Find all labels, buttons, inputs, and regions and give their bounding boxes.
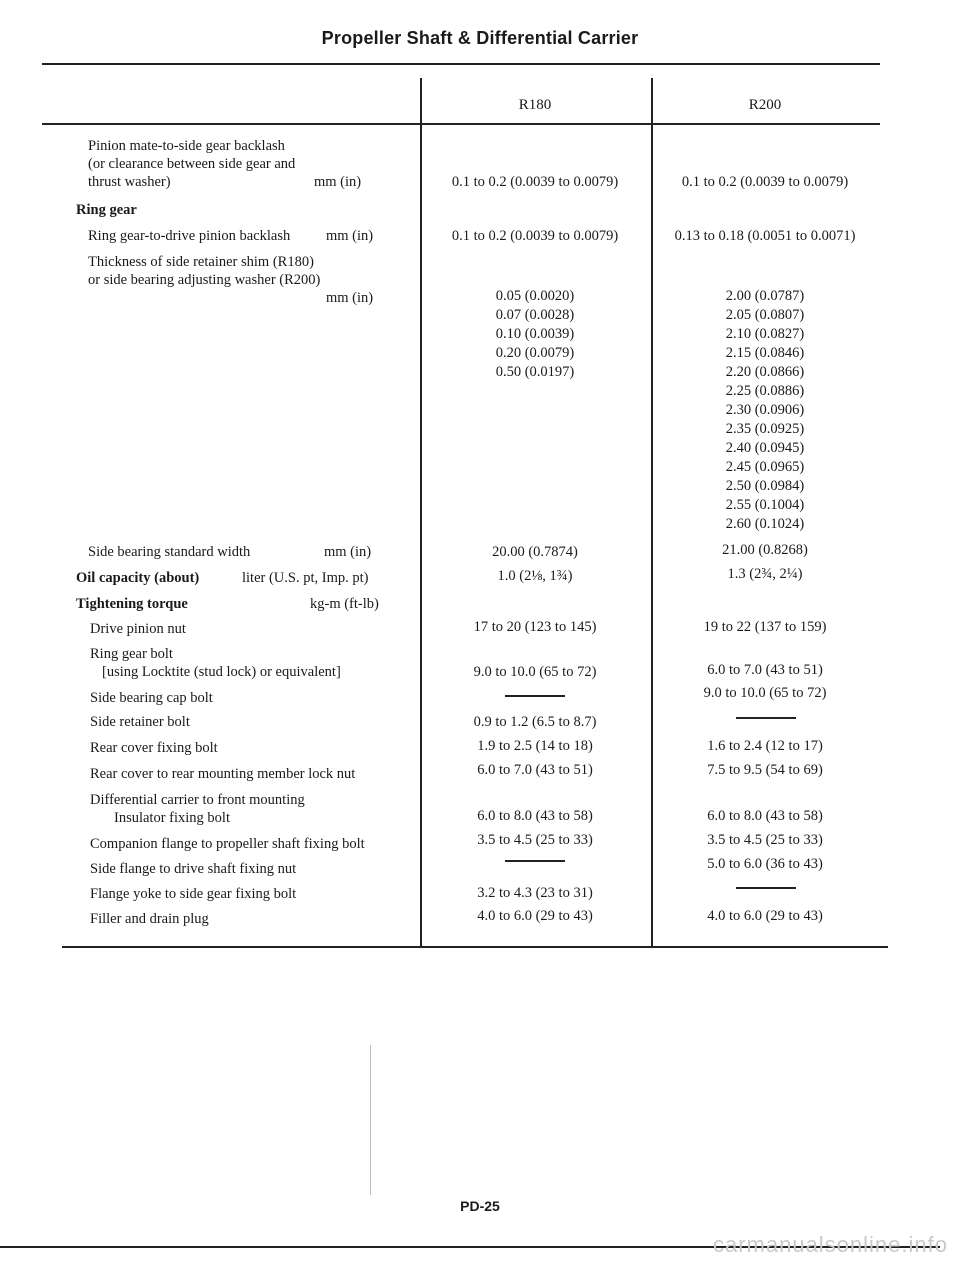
cover-nut-label: Rear cover to rear mounting member lock nut [90,766,356,782]
r200-cover-nut: 7.5 to 9.5 (54 to 69) [707,762,823,778]
r180-filler: 4.0 to 6.0 (29 to 43) [477,908,593,924]
header-r200: R200 [748,97,782,113]
r180-cover-nut: 6.0 to 7.0 (43 to 51) [477,762,593,778]
r200-shim-11: 2.50 (0.0984) [725,478,805,494]
r180-flange-yoke: 3.2 to 4.3 (23 to 31) [477,885,593,901]
r200-shim-9: 2.40 (0.0945) [725,440,805,456]
r200-flange-yoke-dash [736,887,796,889]
r180-ring-backlash: 0.1 to 0.2 (0.0039 to 0.0079) [451,228,619,244]
ring-gear-heading: Ring gear [76,202,137,218]
r200-carrier: 6.0 to 8.0 (43 to 58) [707,808,823,824]
r200-shim-5: 2.20 (0.0866) [725,364,805,380]
r180-shim-5: 0.50 (0.0197) [495,364,575,380]
companion-label: Companion flange to propeller shaft fixing bolt [90,836,365,852]
flange-yoke-label: Flange yoke to side gear fixing bolt [90,886,297,902]
oil-capacity-label: Oil capacity (about) [76,570,200,586]
rule-bottom [62,946,888,948]
r200-shim-1: 2.00 (0.0787) [725,288,805,304]
shim-label-1: Thickness of side retainer shim (R180) [88,254,314,270]
carrier-label-2: Insulator fixing bolt [114,810,230,826]
r200-shim-6: 2.25 (0.0886) [725,383,805,399]
r200-shim-8: 2.35 (0.0925) [725,421,805,437]
r180-carrier: 6.0 to 8.0 (43 to 58) [477,808,593,824]
gutter-mark [370,1045,371,1195]
backlash-label-1: Pinion mate-to-side gear backlash [88,138,285,154]
r200-side-flange: 5.0 to 6.0 (36 to 43) [707,856,823,872]
r200-ring-bolt: 6.0 to 7.0 (43 to 51) [707,662,823,678]
side-flange-label: Side flange to drive shaft fixing nut [90,861,297,877]
r180-cap-bolt-dash [505,695,565,697]
carrier-label-1: Differential carrier to front mounting [90,792,305,808]
ring-backlash-unit: mm (in) [326,228,374,244]
torque-heading: Tightening torque [76,596,188,612]
r180-ring-bolt: 9.0 to 10.0 (65 to 72) [473,664,597,680]
r200-shim-3: 2.10 (0.0827) [725,326,805,342]
backlash-unit: mm (in) [314,174,362,190]
page-title: Propeller Shaft & Differential Carrier [321,28,639,48]
filler-label: Filler and drain plug [90,911,209,927]
cap-bolt-label: Side bearing cap bolt [90,690,213,706]
r180-retainer-bolt: 0.9 to 1.2 (6.5 to 8.7) [473,714,597,730]
shim-label-2: or side bearing adjusting washer (R200) [88,272,321,288]
page-number: PD-25 [460,1198,500,1214]
torque-unit: kg-m (ft-lb) [310,596,379,612]
side-width-unit: mm (in) [324,544,372,560]
watermark: carmanualsonline.info [712,1232,948,1257]
header-r180: R180 [518,97,552,113]
r200-retainer-bolt-dash [736,717,796,719]
r180-shim-1: 0.05 (0.0020) [495,288,575,304]
r200-filler: 4.0 to 6.0 (29 to 43) [707,908,823,924]
rule-header [42,123,880,125]
shim-unit: mm (in) [326,290,374,306]
r200-companion: 3.5 to 4.5 (25 to 33) [707,832,823,848]
r180-shim-2: 0.07 (0.0028) [495,307,575,323]
r180-cover-bolt: 1.9 to 2.5 (14 to 18) [477,738,593,754]
backlash-label-2: (or clearance between side gear and [88,156,296,172]
r180-shim-3: 0.10 (0.0039) [495,326,575,342]
rule-top [42,63,880,65]
r200-shim-10: 2.45 (0.0965) [725,459,805,475]
r200-cover-bolt: 1.6 to 2.4 (12 to 17) [707,738,823,754]
r200-oil: 1.3 (2¾, 2¼) [727,566,803,582]
r200-cap-bolt: 9.0 to 10.0 (65 to 72) [703,685,827,701]
drive-nut-label: Drive pinion nut [90,621,186,637]
ring-backlash-label: Ring gear-to-drive pinion backlash [88,228,291,244]
r200-shim-2: 2.05 (0.0807) [725,307,805,323]
r200-side-width: 21.00 (0.8268) [722,542,808,558]
r200-backlash: 0.1 to 0.2 (0.0039 to 0.0079) [681,174,849,190]
r180-oil: 1.0 (2⅛, 1¾) [497,568,573,584]
r180-drive-nut: 17 to 20 (123 to 145) [473,619,597,635]
r180-companion: 3.5 to 4.5 (25 to 33) [477,832,593,848]
r200-shim-4: 2.15 (0.0846) [725,345,805,361]
side-width-label: Side bearing standard width [88,544,251,560]
ring-bolt-label-2: [using Locktite (stud lock) or equivalent] [102,664,341,680]
r200-drive-nut: 19 to 22 (137 to 159) [703,619,827,635]
r200-shim-7: 2.30 (0.0906) [725,402,805,418]
r200-ring-backlash: 0.13 to 0.18 (0.0051 to 0.0071) [674,228,856,244]
oil-capacity-unit: liter (U.S. pt, Imp. pt) [242,570,369,586]
backlash-label-3: thrust washer) [88,174,171,190]
r180-backlash: 0.1 to 0.2 (0.0039 to 0.0079) [451,174,619,190]
r180-side-width: 20.00 (0.7874) [492,544,578,560]
cover-bolt-label: Rear cover fixing bolt [90,740,218,756]
r180-side-flange-dash [505,860,565,862]
r200-shim-13: 2.60 (0.1024) [725,516,805,532]
ring-bolt-label-1: Ring gear bolt [90,646,173,662]
r200-shim-12: 2.55 (0.1004) [725,497,805,513]
retainer-bolt-label: Side retainer bolt [90,714,190,730]
r180-shim-4: 0.20 (0.0079) [495,345,575,361]
